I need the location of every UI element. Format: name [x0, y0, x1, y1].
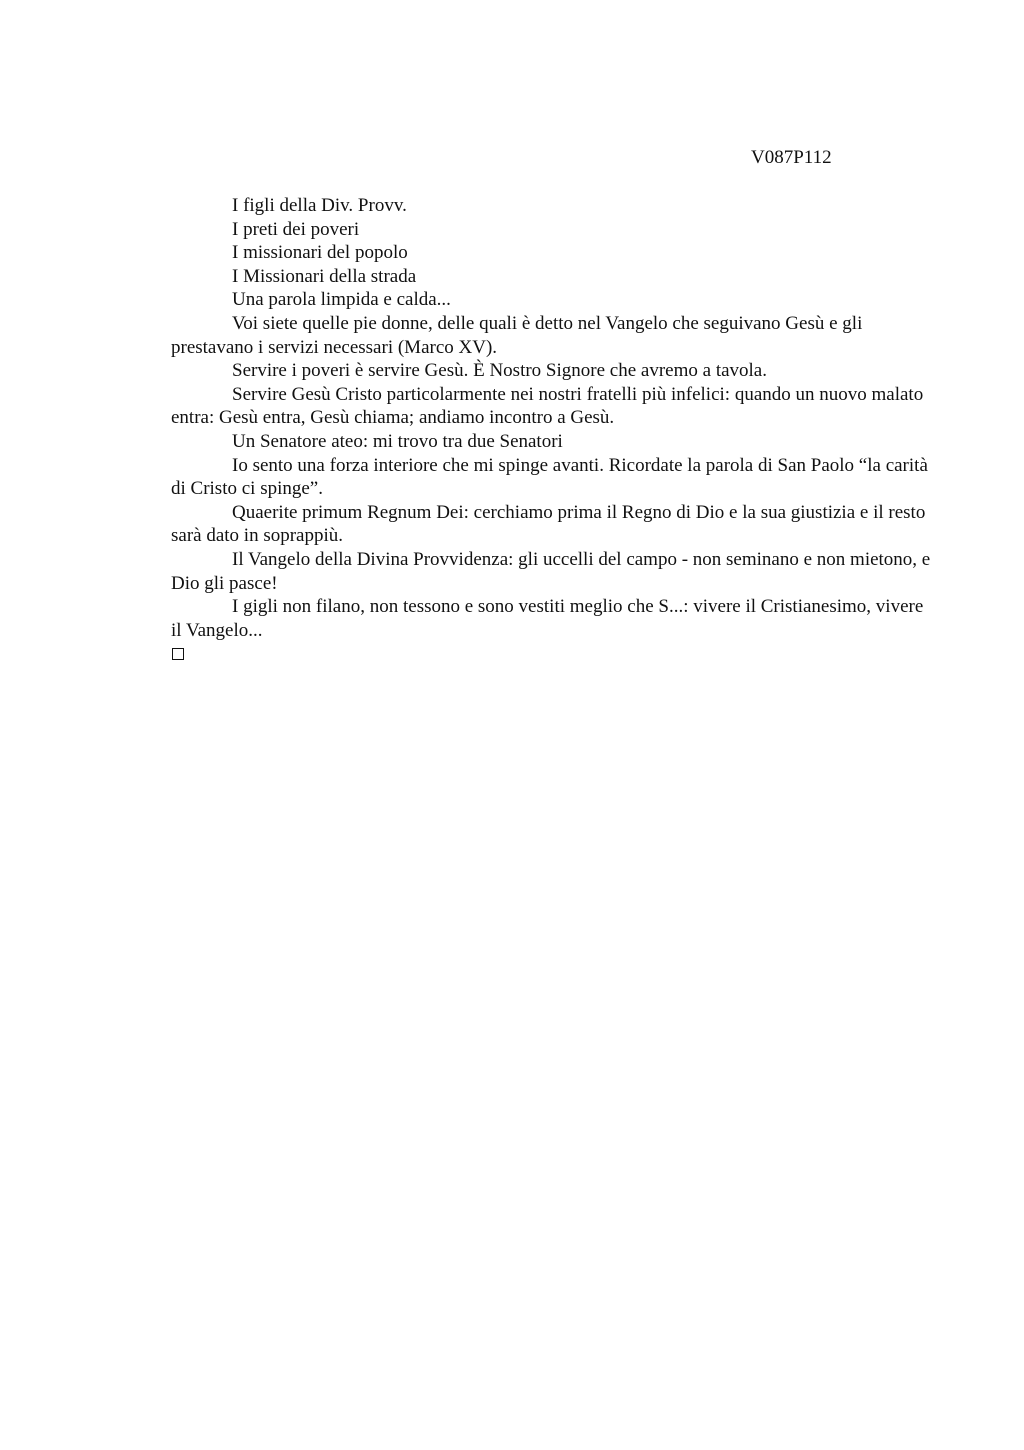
paragraph: I figli della Div. Provv. — [232, 195, 407, 216]
page-identifier: V087P112 — [751, 147, 832, 168]
paragraph: Quaerite primum Regnum Dei: cerchiamo prima il Regno di Dio e la sua giustizia e il resto sarà dato in soprappiù. — [171, 501, 926, 547]
paragraph: Il Vangelo della Divina Provvidenza: gli uccelli del campo - non seminano e non mietono, e Dio gli pasce! — [171, 548, 931, 594]
document-body — [171, 194, 931, 642]
paragraph: I Missionari della strada — [232, 265, 417, 287]
paragraph: Servire Gesù Cristo particolarmente nei nostri fratelli più infelici: quando un nuovo malato entra: Gesù entra, Gesù chiama; andiamo incontro a Gesù. — [171, 383, 924, 429]
paragraph: Io sento una forza interiore che mi spinge avanti. Ricordate la parola di San Paolo “la carità di Cristo ci spinge”. — [171, 454, 928, 500]
paragraph: Un Senatore ateo: mi trovo tra due Senatori — [232, 430, 563, 452]
square-outline-icon — [172, 648, 184, 660]
paragraph: I gigli non filano, non tessono e sono vestiti meglio che S...: vivere il Cristianesimo, vivere il Vangelo... — [171, 596, 924, 641]
paragraph: I preti dei poveri — [232, 218, 360, 240]
paragraph: Voi siete quelle pie donne, delle quali è detto nel Vangelo che seguivano Gesù e gli prestavano i servizi necessari (Marco XV). — [171, 312, 863, 358]
paragraph: Una parola limpida e calda... — [232, 289, 451, 311]
paragraph: I missionari del popolo — [232, 242, 408, 264]
paragraph: Servire i poveri è servire Gesù. È Nostro Signore che avremo a tavola. — [232, 360, 767, 382]
